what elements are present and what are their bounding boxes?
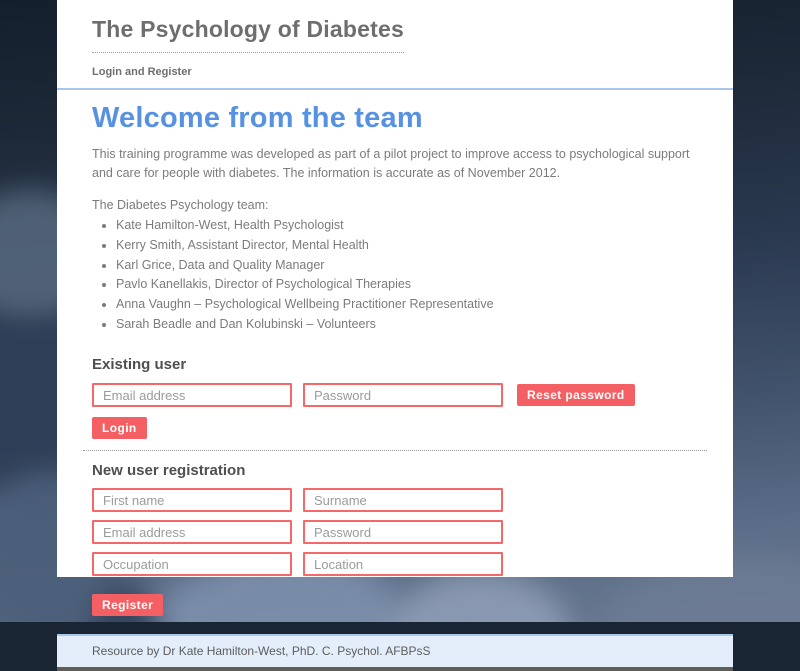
list-item: • Sarah Beadle and Dan Kolubinski – Volunteers [116,317,698,333]
content-card [57,0,733,658]
login-email-input[interactable] [92,383,292,407]
login-button[interactable]: Login [92,417,147,439]
main-content [57,102,733,616]
section-divider [83,450,707,451]
first-name-input[interactable] [92,488,292,512]
location-input[interactable] [303,552,503,576]
register-password-input[interactable] [303,520,503,544]
registration-form [92,488,698,576]
breadcrumb: Login and Register [92,66,192,78]
header [57,0,733,78]
card-bottom-edge [57,667,733,671]
team-list [92,218,698,333]
list-item: • Karl Grice, Data and Quality Manager [116,258,698,274]
login-password-input[interactable] [303,383,503,407]
registration-heading: New user registration [92,462,246,479]
login-row [92,383,698,407]
site-title: The Psychology of Diabetes [92,16,404,53]
footer [57,634,733,667]
list-item: • Kate Hamilton-West, Health Psychologist [116,218,698,234]
page-title: Welcome from the team [92,102,423,134]
list-item: • Anna Vaughn – Psychological Wellbeing Practitioner Representative [116,297,698,313]
footer-credit-text: Resource by Dr Kate Hamilton-West, PhD. C. Psychol. AFBPsS [92,644,431,658]
list-item: • Pavlo Kanellakis, Director of Psychological Therapies [116,277,698,293]
reset-password-button[interactable]: Reset password [517,384,635,406]
team-list-label: The Diabetes Psychology team: [92,197,269,212]
surname-input[interactable] [303,488,503,512]
register-email-input[interactable] [92,520,292,544]
intro-paragraph: This training programme was developed as part of a pilot project to improve access to psychological support and care for people with diabetes. The information is accurate as of November 2012. [92,147,690,181]
register-button[interactable]: Register [92,594,163,616]
header-divider [57,88,733,90]
occupation-input[interactable] [92,552,292,576]
list-item: • Kerry Smith, Assistant Director, Mental Health [116,238,698,254]
existing-user-heading: Existing user [92,356,187,373]
